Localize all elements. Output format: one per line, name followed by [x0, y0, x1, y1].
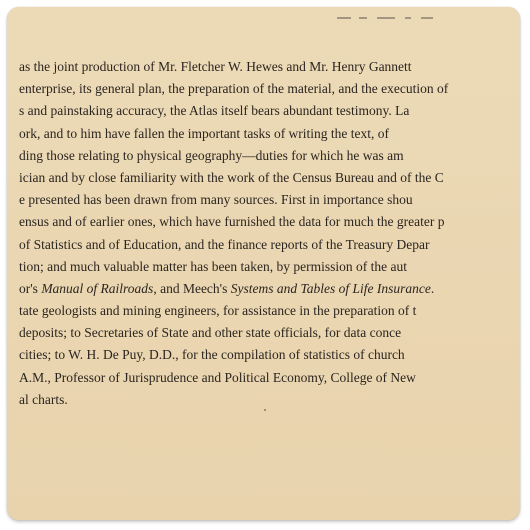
text-fragment: .: [430, 280, 435, 296]
text-line: as the joint production of Mr. Fletcher W. Hewes and Mr. Henry Gannett: [19, 59, 412, 74]
page-text: [19, 56, 520, 411]
book-title-railroads: Manual of Railroads: [41, 280, 154, 296]
book-title-life-insurance: Systems and Tables of Life Insurance: [230, 280, 431, 296]
text-line: ding those relating to physical geography—duties for which he was am: [19, 147, 404, 163]
text-line: A.M., Professor of Jurisprudence and Political Economy, College of New: [19, 369, 416, 385]
text-line: ork, and to him have fallen the important tasks of writing the text, of: [19, 125, 390, 141]
text-line: tate geologists and mining engineers, for assistance in the preparation of t: [19, 303, 417, 319]
text-line: ician and by close familiarity with the work of the Census Bureau and of the C: [19, 169, 444, 185]
text-line: e presented has been drawn from many sources. First in importance shou: [19, 192, 413, 208]
text-line: s and painstaking accuracy, the Atlas itself bears abundant testimony. La: [19, 103, 410, 119]
text-line: al charts.: [19, 391, 68, 407]
text-line: tion; and much valuable matter has been taken, by permission of the aut: [19, 258, 408, 274]
text-line: ensus and of earlier ones, which have furnished the data for much the greater p: [19, 214, 445, 230]
square-sticker: [7, 7, 520, 520]
text-line-with-titles: [19, 278, 520, 300]
text-line: of Statistics and of Education, and the finance reports of the Treasury Depar: [19, 236, 430, 252]
antique-page: [7, 7, 520, 520]
text-fragment: or's: [19, 280, 42, 296]
text-line: enterprise, its general plan, the preparation of the material, and the execution of: [19, 81, 449, 97]
text-line: cities; to W. H. De Puy, D.D., for the compilation of statistics of church: [19, 347, 405, 363]
paper-speck: [264, 409, 266, 411]
faded-header-marks: [337, 17, 457, 23]
text-line: deposits; to Secretaries of State and other state officials, for data conce: [19, 325, 402, 341]
text-fragment: , and Meech's: [153, 280, 231, 296]
